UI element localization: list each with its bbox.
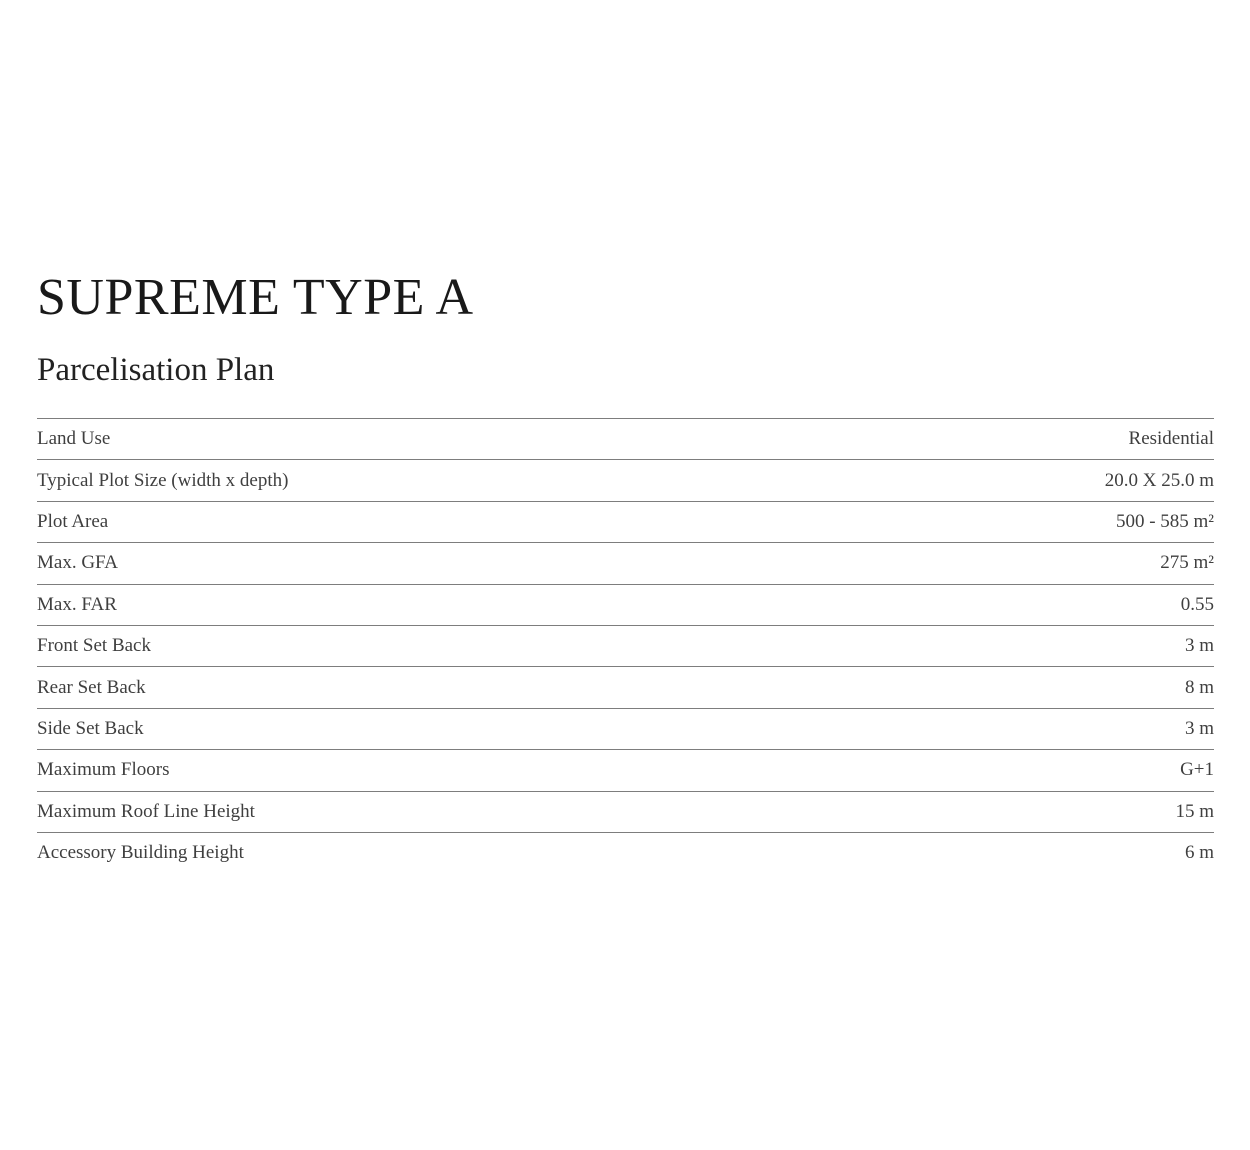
- row-value: G+1: [1180, 759, 1214, 781]
- row-label: Max. GFA: [37, 552, 118, 574]
- row-value: 8 m: [1184, 676, 1214, 698]
- row-value: 15 m: [1175, 800, 1214, 822]
- page-title: SUPREME TYPE A: [37, 269, 474, 326]
- row-label: Accessory Building Height: [37, 842, 244, 864]
- row-label: Land Use: [37, 428, 111, 450]
- row-value: 0.55: [1180, 593, 1214, 615]
- row-label: Front Set Back: [37, 635, 151, 657]
- row-label: Rear Set Back: [37, 676, 146, 698]
- table-row-side-set-back: [37, 708, 1214, 749]
- row-label: Typical Plot Size (width x depth): [37, 469, 289, 491]
- row-value: 3 m: [1184, 635, 1214, 657]
- row-value: Residential: [1128, 428, 1214, 450]
- table-row-plot-area: [37, 501, 1214, 542]
- row-value: 275 m²: [1160, 552, 1214, 574]
- table-row-typical-plot-size: [37, 459, 1214, 500]
- table-row-maximum-roof-line-height: [37, 791, 1214, 832]
- table-row-land-use: [37, 418, 1214, 459]
- row-label: Max. FAR: [37, 593, 117, 615]
- page-subtitle: Parcelisation Plan: [37, 352, 275, 388]
- row-label: Maximum Floors: [37, 759, 170, 781]
- table-row-accessory-building-height: [37, 832, 1214, 873]
- parcelisation-table: [37, 418, 1214, 873]
- row-value: 3 m: [1184, 717, 1214, 739]
- row-value: 500 - 585 m²: [1115, 510, 1214, 532]
- table-row-max-far: [37, 584, 1214, 625]
- row-value: 20.0 X 25.0 m: [1104, 469, 1214, 491]
- row-label: Maximum Roof Line Height: [37, 800, 255, 822]
- table-row-rear-set-back: [37, 666, 1214, 707]
- table-row-maximum-floors: [37, 749, 1214, 790]
- row-label: Side Set Back: [37, 717, 144, 739]
- table-row-max-gfa: [37, 542, 1214, 583]
- table-row-front-set-back: [37, 625, 1214, 666]
- row-value: 6 m: [1184, 842, 1214, 864]
- row-label: Plot Area: [37, 510, 109, 532]
